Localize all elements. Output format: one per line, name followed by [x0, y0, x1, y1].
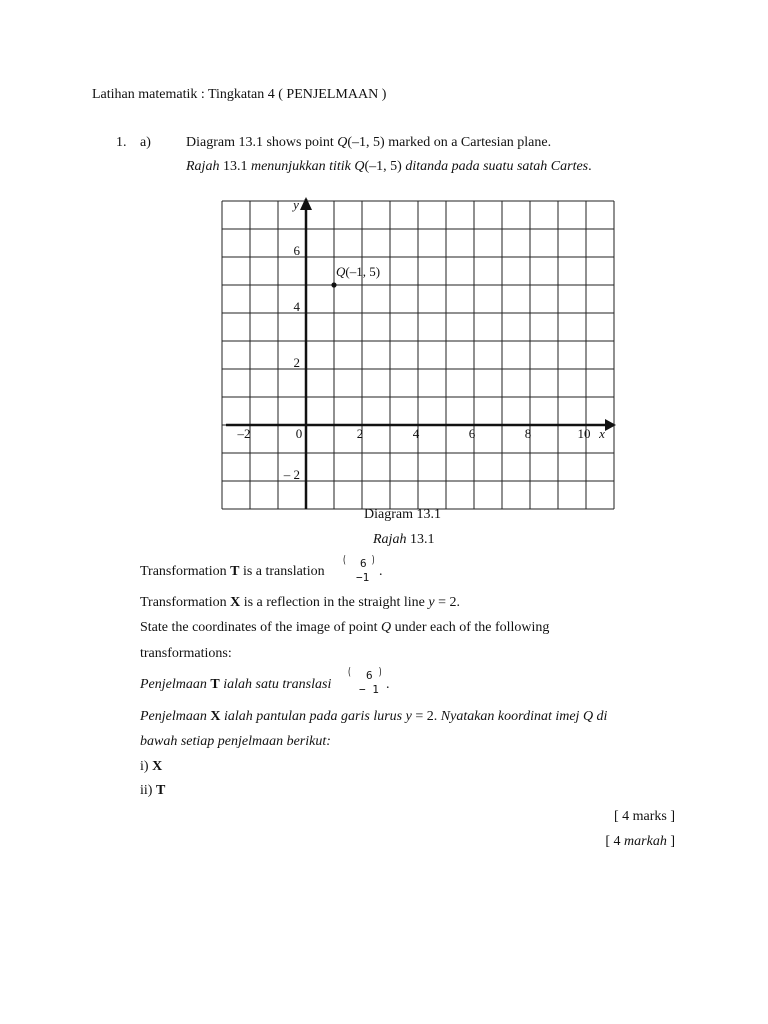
- intro-en-q: Q: [337, 135, 348, 150]
- intro-ms-end: .: [588, 159, 592, 174]
- intro-en-post: (–1, 5) marked on a Cartesian plane.: [347, 135, 552, 150]
- point-q-label: [336, 264, 380, 279]
- x-tick-label: –2: [237, 426, 251, 441]
- state-pre: State the coordinates of the image of point: [140, 620, 382, 635]
- t-end: .: [379, 564, 383, 579]
- t-bold: T: [230, 564, 240, 579]
- item-i-bold: X: [152, 759, 163, 774]
- item-ii: [140, 783, 165, 800]
- x-var: y: [428, 595, 435, 610]
- question-number: 1.: [116, 135, 127, 150]
- ms-x-var: y: [405, 709, 412, 724]
- marks-en-open: [ 4: [613, 809, 633, 824]
- ms-vec-top: 6: [366, 669, 373, 682]
- intro-ms-q: Q: [354, 159, 365, 174]
- ms-line-2: bawah setiap penjelmaan berikut:: [140, 734, 331, 749]
- x-tick-label: 8: [524, 426, 532, 441]
- item-i-pre: i): [140, 759, 153, 774]
- ms-vec-bottom: − 1: [359, 683, 379, 696]
- ms-vec-left-paren: (: [346, 665, 352, 678]
- x-pre: Transformation: [140, 595, 231, 610]
- grid: [222, 201, 614, 509]
- points: [331, 264, 380, 288]
- state-line-2: transformations:: [140, 646, 232, 661]
- x-eq: = 2.: [434, 595, 461, 610]
- y-tick-label: 4: [293, 299, 300, 314]
- marks-ms-close: ]: [666, 834, 675, 849]
- marks-en-close: ]: [666, 809, 675, 824]
- intro-ms-text1: menunjukkan titik: [250, 159, 355, 174]
- y-tick-label: – 2: [283, 467, 300, 482]
- intro-ms-text2: ditanda pada suatu satah Cartes: [405, 159, 589, 174]
- x-tick-label: 2: [356, 426, 364, 441]
- item-i: [140, 759, 162, 776]
- diagram-caption: Diagram 13.1: [364, 507, 441, 522]
- y-axis-label: y: [293, 197, 299, 212]
- intro-ms-rajah: Rajah: [186, 159, 220, 174]
- intro-ms-coord: (–1, 5): [364, 159, 406, 174]
- x-tick-label: 6: [468, 426, 476, 441]
- vec-top: 6: [360, 557, 367, 570]
- caption-ms-word: Rajah: [373, 532, 407, 547]
- tick-labels: [237, 197, 606, 482]
- transformation-x-line: [140, 595, 460, 612]
- ms-t-bold: T: [210, 677, 220, 692]
- intro-ms-mid: 13.1: [219, 159, 251, 174]
- ms-t-pre: Penjelmaan: [140, 677, 211, 692]
- point-q-coord: (–1, 5): [345, 264, 381, 279]
- vec-right-paren: ): [370, 553, 376, 566]
- y-axis-arrowhead: [300, 197, 312, 210]
- ms-x-rest: Nyatakan koordinat imej Q di: [440, 709, 608, 724]
- y-tick-label: 6: [293, 243, 300, 258]
- ms-x-bold: X: [210, 709, 221, 724]
- marks-ms-open: [ 4: [605, 834, 625, 849]
- marks-english: [614, 809, 675, 826]
- translation-vector-ms: [346, 665, 390, 698]
- t-post: is a translation: [239, 564, 325, 579]
- question-part: a): [140, 135, 151, 150]
- vec-bottom: −1: [356, 571, 370, 584]
- ms-x-eq: = 2.: [411, 709, 441, 724]
- t-pre: Transformation: [140, 564, 231, 579]
- ms-transformation-t-line: [140, 677, 331, 694]
- ms-x-mid: ialah pantulan pada garis lurus: [220, 709, 406, 724]
- transformation-t-line: [140, 564, 325, 581]
- marks-en-word: marks: [632, 809, 667, 824]
- point-q-name: Q: [336, 264, 346, 279]
- y-tick-label: 2: [293, 355, 300, 370]
- state-post: under each of the following: [391, 620, 550, 635]
- page-header: Latihan matematik : Tingkatan 4 ( PENJELMAAN ): [92, 87, 387, 102]
- marks-malay: [605, 834, 675, 851]
- point-q: [331, 282, 336, 287]
- diagram-caption-malay: [373, 532, 434, 549]
- ms-transformation-x-line: [140, 709, 607, 726]
- x-axis-label: x: [599, 426, 605, 441]
- state-line-1: [140, 620, 549, 637]
- x-tick-label: 10: [577, 426, 591, 441]
- ms-x-pre: Penjelmaan: [140, 709, 211, 724]
- vec-left-paren: (: [341, 553, 347, 566]
- x-tick-label: 0: [295, 426, 303, 441]
- state-q: Q: [381, 620, 392, 635]
- intro-en-pre: Diagram 13.1 shows point: [186, 135, 338, 150]
- item-ii-pre: ii): [140, 783, 156, 798]
- x-bold: X: [230, 595, 241, 610]
- caption-ms-num: 13.1: [406, 532, 435, 547]
- ms-t-end: .: [386, 677, 390, 692]
- ms-vec-right-paren: ): [377, 665, 383, 678]
- x-tick-label: 4: [412, 426, 420, 441]
- item-ii-bold: T: [155, 783, 166, 798]
- marks-ms-word: markah: [624, 834, 667, 849]
- ms-t-post: ialah satu translasi: [219, 677, 332, 692]
- x-post: is a reflection in the straight line: [240, 595, 429, 610]
